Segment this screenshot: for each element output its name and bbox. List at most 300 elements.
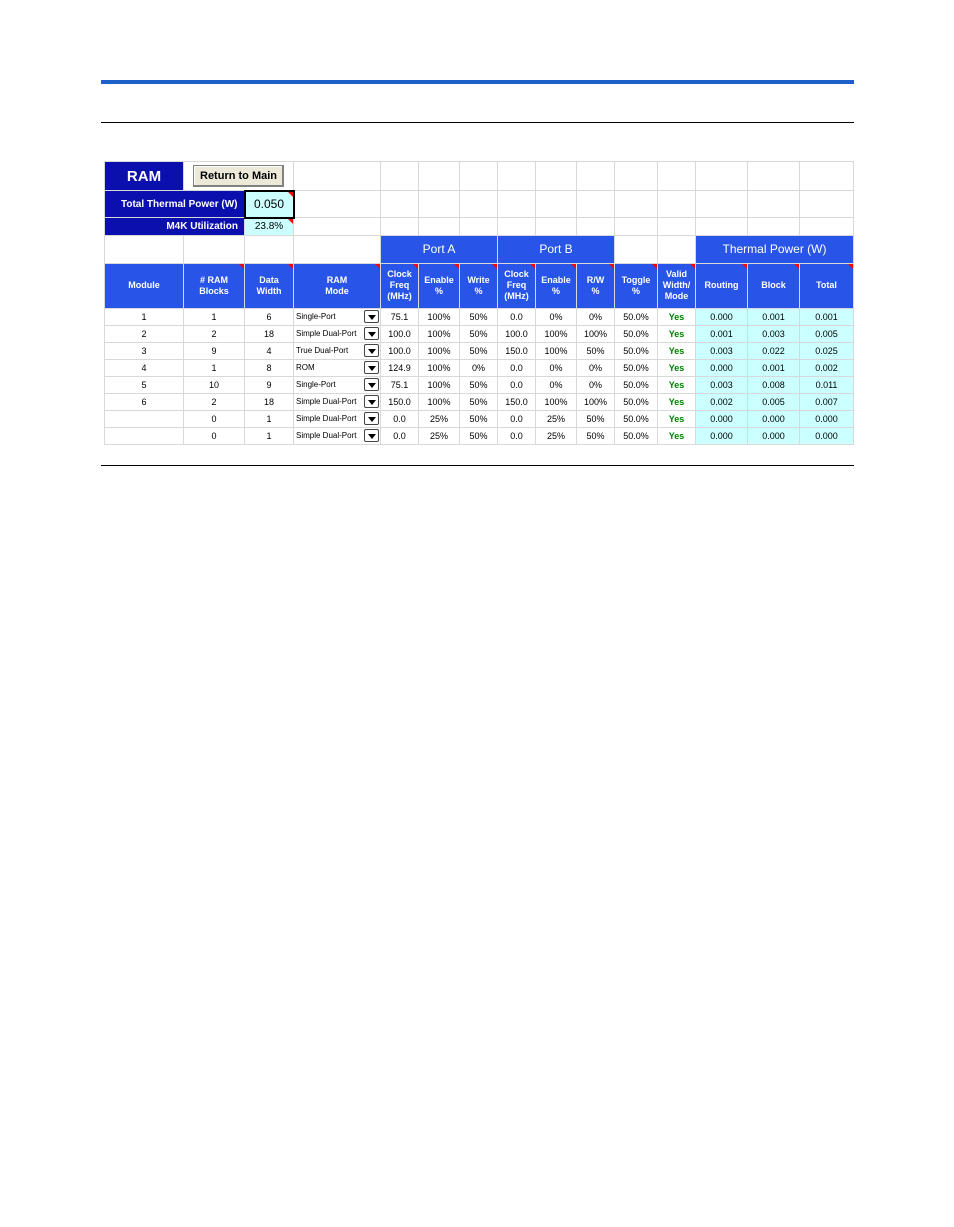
port-b-rw-cell[interactable] [577, 393, 615, 410]
port-b-rw-cell-value: 100% [583, 328, 608, 339]
empty-cell [381, 162, 419, 191]
port-b-clock-cell-value: 0.0 [510, 413, 523, 424]
port-a-enable-cell[interactable] [419, 342, 460, 359]
ram-blocks-cell-value: 1 [211, 311, 217, 322]
col-header-port-b-rw [577, 263, 615, 308]
label-line: Freq [506, 280, 527, 290]
port-b-rw-cell[interactable] [577, 325, 615, 342]
valid-mode-cell-value: Yes [668, 311, 685, 322]
empty-cell [460, 191, 498, 218]
ram-blocks-cell-value: 2 [211, 396, 217, 407]
total-power-cell-value: 0.000 [815, 413, 838, 424]
routing-power-cell-value: 0.001 [710, 328, 733, 339]
empty-cell [419, 218, 460, 236]
m4k-utilization-value[interactable]: 23.8% [245, 218, 294, 236]
port-a-enable-cell-value: 100% [427, 379, 451, 390]
label-line: Mode [325, 285, 349, 296]
port-a-clock-cell[interactable] [381, 342, 419, 359]
empty-cell [748, 191, 800, 218]
ram-mode-select[interactable] [294, 325, 381, 342]
port-b-rw-cell[interactable] [577, 308, 615, 325]
label-line: Data [259, 274, 279, 285]
port-a-write-cell-value: 50% [469, 430, 488, 441]
ram-mode-select-value: Simple Dual-Port [296, 431, 357, 440]
valid-mode-cell [658, 325, 696, 342]
col-header-data-width [245, 263, 294, 308]
label-line: R/W [586, 274, 605, 285]
port-a-clock-cell-value: 124.9 [388, 362, 411, 373]
valid-mode-cell-value: Yes [668, 362, 685, 373]
port-b-clock-cell[interactable] [498, 427, 536, 444]
empty-cell [615, 235, 658, 263]
block-power-cell [748, 427, 800, 444]
ram-mode-select[interactable] [294, 376, 381, 393]
port-a-write-cell[interactable] [460, 342, 498, 359]
ram-blocks-cell[interactable] [184, 325, 245, 342]
col-header-toggle [615, 263, 658, 308]
port-a-clock-cell[interactable] [381, 410, 419, 427]
col-header-total-label: Total [816, 280, 837, 290]
port-b-clock-cell[interactable] [498, 308, 536, 325]
module-cell[interactable] [105, 393, 184, 410]
label-line: Enable [541, 274, 571, 285]
port-b-enable-cell[interactable] [536, 308, 577, 325]
ram-mode-select[interactable] [294, 359, 381, 376]
module-cell[interactable] [105, 410, 184, 427]
module-cell[interactable] [105, 342, 184, 359]
routing-power-cell-value: 0.000 [710, 413, 733, 424]
empty-cell [615, 218, 658, 236]
ram-mode-select[interactable] [294, 427, 381, 444]
empty-cell [498, 162, 536, 191]
port-b-enable-cell[interactable] [536, 376, 577, 393]
ram-mode-select-value: ROM [296, 363, 315, 372]
empty-cell [748, 218, 800, 236]
empty-cell [460, 218, 498, 236]
module-cell-value: 6 [141, 396, 147, 407]
port-b-clock-cell-value: 0.0 [510, 430, 523, 441]
routing-power-cell [696, 325, 748, 342]
empty-cell [419, 191, 460, 218]
port-a-enable-cell-value: 100% [427, 362, 451, 373]
ram-mode-select-value: Single-Port [296, 312, 336, 321]
valid-mode-cell-value: Yes [668, 413, 685, 424]
toggle-cell-value: 50.0% [623, 379, 649, 390]
header-rule [101, 122, 854, 123]
data-width-cell[interactable] [245, 342, 294, 359]
ram-mode-select-value: Simple Dual-Port [296, 397, 357, 406]
port-b-enable-cell[interactable] [536, 427, 577, 444]
table-row [105, 308, 854, 325]
empty-cell [577, 162, 615, 191]
table-row [105, 376, 854, 393]
port-b-clock-cell-value: 150.0 [505, 396, 528, 407]
empty-cell [658, 162, 696, 191]
label-line: (MHz) [504, 291, 529, 301]
block-power-cell-value: 0.001 [762, 362, 785, 373]
empty-cell [577, 191, 615, 218]
empty-cell [658, 218, 696, 236]
total-power-cell-value: 0.007 [815, 396, 838, 407]
empty-cell [696, 191, 748, 218]
valid-mode-cell-value: Yes [668, 379, 685, 390]
port-b-enable-cell[interactable] [536, 342, 577, 359]
block-power-cell-value: 0.001 [762, 311, 785, 322]
ram-blocks-cell-value: 1 [211, 362, 217, 373]
label-line: % [591, 285, 600, 296]
port-a-clock-cell[interactable] [381, 376, 419, 393]
data-width-cell[interactable] [245, 410, 294, 427]
port-a-enable-cell-value: 25% [429, 413, 448, 424]
port-a-clock-cell[interactable] [381, 359, 419, 376]
port-a-enable-cell-value: 100% [427, 345, 451, 356]
ram-blocks-cell[interactable] [184, 427, 245, 444]
port-a-clock-cell-value: 0.0 [393, 430, 406, 441]
valid-mode-cell [658, 359, 696, 376]
port-a-clock-cell-value: 0.0 [393, 413, 406, 424]
valid-mode-cell [658, 308, 696, 325]
return-button-cell [184, 162, 294, 191]
port-a-write-cell[interactable] [460, 410, 498, 427]
ram-blocks-cell-value: 9 [211, 345, 217, 356]
table-row [105, 393, 854, 410]
port-a-write-cell[interactable] [460, 393, 498, 410]
sheet-title: RAM [105, 162, 184, 191]
port-b-clock-cell-value: 0.0 [510, 379, 523, 390]
block-power-cell-value: 0.022 [762, 345, 785, 356]
ram-blocks-cell[interactable] [184, 393, 245, 410]
block-power-cell-value: 0.000 [762, 430, 785, 441]
empty-cell [800, 162, 854, 191]
port-b-header: Port B [498, 235, 615, 263]
data-width-cell-value: 18 [263, 396, 274, 407]
port-b-enable-cell-value: 0% [549, 379, 563, 390]
port-a-write-cell[interactable] [460, 359, 498, 376]
label-line: Valid [665, 269, 687, 279]
label-line: Width/ [662, 280, 691, 290]
port-b-clock-cell-value: 0.0 [510, 311, 523, 322]
port-a-write-cell-value: 50% [469, 328, 488, 339]
module-cell[interactable] [105, 359, 184, 376]
toggle-cell-value: 50.0% [623, 311, 649, 322]
table-row [105, 359, 854, 376]
port-b-rw-cell-value: 50% [586, 413, 605, 424]
label-line: # RAM [199, 274, 228, 285]
port-b-rw-cell-value: 0% [588, 362, 602, 373]
col-header-total [800, 263, 854, 308]
empty-cell [696, 162, 748, 191]
routing-power-cell [696, 308, 748, 325]
empty-cell [184, 235, 245, 263]
label-line: (MHz) [387, 291, 412, 301]
toggle-cell-value: 50.0% [623, 430, 649, 441]
empty-cell [696, 218, 748, 236]
port-a-write-cell-value: 0% [471, 362, 485, 373]
port-b-enable-cell[interactable] [536, 393, 577, 410]
col-header-block [748, 263, 800, 308]
routing-power-cell-value: 0.003 [710, 345, 733, 356]
port-a-write-cell[interactable] [460, 376, 498, 393]
ram-blocks-cell-value: 2 [211, 328, 217, 339]
routing-power-cell-value: 0.000 [710, 430, 733, 441]
ram-blocks-cell-value: 0 [211, 430, 217, 441]
empty-cell [245, 235, 294, 263]
valid-mode-cell [658, 342, 696, 359]
empty-cell [658, 191, 696, 218]
label-line: Write [467, 274, 490, 285]
port-b-rw-cell[interactable] [577, 427, 615, 444]
port-b-enable-cell-value: 0% [549, 311, 563, 322]
empty-cell [498, 218, 536, 236]
port-a-clock-cell[interactable] [381, 427, 419, 444]
label-line: Width [256, 285, 282, 296]
col-header-port-b-clock [498, 263, 536, 308]
port-a-enable-cell-value: 100% [427, 328, 451, 339]
ram-mode-select[interactable] [294, 393, 381, 410]
block-power-cell [748, 342, 800, 359]
port-b-clock-cell[interactable] [498, 410, 536, 427]
toggle-cell[interactable] [615, 410, 658, 427]
port-b-clock-cell[interactable] [498, 342, 536, 359]
port-b-enable-cell[interactable] [536, 410, 577, 427]
total-power-cell-value: 0.002 [815, 362, 838, 373]
port-a-header: Port A [381, 235, 498, 263]
routing-power-cell [696, 359, 748, 376]
toggle-cell[interactable] [615, 342, 658, 359]
port-b-enable-cell[interactable] [536, 359, 577, 376]
port-a-enable-cell[interactable] [419, 359, 460, 376]
toggle-cell[interactable] [615, 325, 658, 342]
port-a-write-cell[interactable] [460, 325, 498, 342]
col-header-routing-label: Routing [704, 280, 739, 290]
module-cell-value: 1 [141, 311, 147, 322]
toggle-cell-value: 50.0% [623, 328, 649, 339]
ram-blocks-cell[interactable] [184, 410, 245, 427]
toggle-cell-value: 50.0% [623, 396, 649, 407]
total-power-cell [800, 410, 854, 427]
toggle-cell[interactable] [615, 359, 658, 376]
table-row [105, 427, 854, 444]
port-b-rw-cell-value: 100% [583, 396, 608, 407]
routing-power-cell-value: 0.002 [710, 396, 733, 407]
port-a-enable-cell-value: 25% [429, 430, 448, 441]
data-width-cell[interactable] [245, 376, 294, 393]
routing-power-cell-value: 0.000 [710, 362, 733, 373]
m4k-utilization-label: M4K Utilization [105, 218, 245, 236]
toggle-cell-value: 50.0% [623, 413, 649, 424]
total-power-cell-value: 0.011 [815, 379, 838, 390]
port-b-clock-cell[interactable] [498, 325, 536, 342]
port-a-clock-cell[interactable] [381, 308, 419, 325]
data-width-cell[interactable] [245, 325, 294, 342]
toggle-cell[interactable] [615, 308, 658, 325]
port-b-rw-cell[interactable] [577, 410, 615, 427]
module-cell-value: 5 [141, 379, 147, 390]
ram-mode-select-value: True Dual-Port [296, 346, 349, 355]
total-power-cell-value: 0.005 [815, 328, 838, 339]
total-thermal-power-label: Total Thermal Power (W) [105, 191, 245, 218]
label-line: Clock [504, 269, 529, 279]
port-a-clock-cell[interactable] [381, 393, 419, 410]
port-a-enable-cell[interactable] [419, 376, 460, 393]
port-a-enable-cell-value: 100% [427, 311, 451, 322]
toggle-cell[interactable] [615, 376, 658, 393]
label-line: Enable [424, 274, 454, 285]
data-width-cell-value: 9 [266, 379, 272, 390]
ram-mode-select[interactable] [294, 410, 381, 427]
empty-cell [658, 235, 696, 263]
port-b-rw-cell[interactable] [577, 342, 615, 359]
valid-mode-cell [658, 410, 696, 427]
port-b-rw-cell-value: 50% [586, 345, 605, 356]
port-a-clock-cell[interactable] [381, 325, 419, 342]
ram-blocks-cell[interactable] [184, 342, 245, 359]
empty-cell [536, 191, 577, 218]
port-a-enable-cell[interactable] [419, 393, 460, 410]
port-b-rw-cell[interactable] [577, 359, 615, 376]
empty-cell [536, 162, 577, 191]
port-a-write-cell[interactable] [460, 427, 498, 444]
port-a-write-cell-value: 50% [469, 413, 488, 424]
total-power-cell [800, 359, 854, 376]
port-a-write-cell-value: 50% [469, 345, 488, 356]
col-header-module [105, 263, 184, 308]
label-line: RAM [326, 274, 348, 285]
ram-blocks-cell[interactable] [184, 376, 245, 393]
label-line: Freq [389, 280, 410, 290]
port-b-enable-cell-value: 25% [546, 413, 565, 424]
toggle-cell[interactable] [615, 427, 658, 444]
valid-mode-cell [658, 376, 696, 393]
label-line: Blocks [199, 285, 229, 296]
toggle-cell[interactable] [615, 393, 658, 410]
toggle-cell-value: 50.0% [623, 362, 649, 373]
col-header-ram-mode [294, 263, 381, 308]
routing-power-cell-value: 0.000 [710, 311, 733, 322]
chevron-down-icon[interactable] [364, 412, 379, 425]
port-b-clock-cell[interactable] [498, 376, 536, 393]
data-width-cell[interactable] [245, 393, 294, 410]
module-cell[interactable] [105, 427, 184, 444]
port-b-rw-cell[interactable] [577, 376, 615, 393]
data-width-cell-value: 18 [263, 328, 274, 339]
ram-blocks-cell[interactable] [184, 359, 245, 376]
ram-mode-select[interactable] [294, 308, 381, 325]
total-thermal-power-value[interactable]: 0.050 [245, 191, 294, 218]
port-b-rw-cell-value: 50% [586, 430, 605, 441]
port-b-enable-cell-value: 25% [546, 430, 565, 441]
ram-data-rows [105, 308, 854, 444]
chevron-down-icon[interactable] [364, 344, 379, 357]
col-header-valid [658, 263, 696, 308]
routing-power-cell [696, 410, 748, 427]
port-a-write-cell-value: 50% [469, 379, 488, 390]
module-cell[interactable] [105, 308, 184, 325]
empty-cell [748, 162, 800, 191]
empty-cell [800, 191, 854, 218]
label-line: % [434, 285, 443, 296]
data-width-cell[interactable] [245, 359, 294, 376]
thermal-power-header: Thermal Power (W) [696, 235, 854, 263]
ram-blocks-cell[interactable] [184, 308, 245, 325]
footer-rule [101, 465, 854, 466]
ram-blocks-cell-value: 0 [211, 413, 217, 424]
total-power-cell-value: 0.025 [815, 345, 838, 356]
ram-blocks-cell-value: 10 [208, 379, 219, 390]
port-a-write-cell-value: 50% [469, 311, 488, 322]
ram-mode-select-value: Simple Dual-Port [296, 414, 357, 423]
chevron-down-icon[interactable] [364, 429, 379, 442]
port-a-clock-cell-value: 75.1 [390, 311, 409, 322]
total-power-cell [800, 393, 854, 410]
table-row [105, 325, 854, 342]
total-power-cell-value: 0.001 [815, 311, 838, 322]
port-b-clock-cell[interactable] [498, 359, 536, 376]
data-width-cell[interactable] [245, 308, 294, 325]
routing-power-cell [696, 342, 748, 359]
port-a-write-cell[interactable] [460, 308, 498, 325]
valid-mode-cell-value: Yes [668, 328, 685, 339]
chevron-down-icon[interactable] [364, 395, 379, 408]
port-b-rw-cell-value: 0% [588, 379, 602, 390]
label-line: % [631, 285, 640, 296]
empty-cell [460, 162, 498, 191]
empty-cell [498, 191, 536, 218]
col-header-port-a-enable [419, 263, 460, 308]
empty-cell [615, 191, 658, 218]
empty-cell [294, 191, 381, 218]
valid-mode-cell-value: Yes [668, 345, 685, 356]
ram-mode-select[interactable] [294, 342, 381, 359]
col-header-port-a-write [460, 263, 498, 308]
data-width-cell-value: 8 [266, 362, 272, 373]
col-header-module-label: Module [128, 280, 160, 290]
empty-cell [381, 191, 419, 218]
chevron-down-icon[interactable] [364, 361, 379, 374]
block-power-cell-value: 0.003 [762, 328, 785, 339]
table-row [105, 410, 854, 427]
chevron-down-icon[interactable] [364, 378, 379, 391]
empty-cell [381, 218, 419, 236]
col-header-port-b-enable [536, 263, 577, 308]
valid-mode-cell [658, 393, 696, 410]
port-b-clock-cell-value: 150.0 [505, 345, 528, 356]
chevron-down-icon[interactable] [364, 327, 379, 340]
empty-cell [294, 162, 381, 191]
port-b-clock-cell[interactable] [498, 393, 536, 410]
port-b-enable-cell-value: 0% [549, 362, 563, 373]
ram-mode-select-value: Simple Dual-Port [296, 329, 357, 338]
port-b-clock-cell-value: 0.0 [510, 362, 523, 373]
port-b-enable-cell[interactable] [536, 325, 577, 342]
ram-worksheet [104, 161, 854, 445]
port-a-enable-cell[interactable] [419, 325, 460, 342]
data-width-cell[interactable] [245, 427, 294, 444]
module-cell[interactable] [105, 325, 184, 342]
empty-cell [419, 162, 460, 191]
block-power-cell [748, 393, 800, 410]
return-to-main-button[interactable]: Return to Main [193, 165, 284, 187]
port-a-clock-cell-value: 75.1 [390, 379, 409, 390]
total-power-cell [800, 427, 854, 444]
port-a-enable-cell[interactable] [419, 410, 460, 427]
module-cell[interactable] [105, 376, 184, 393]
data-width-cell-value: 1 [266, 413, 272, 424]
port-a-enable-cell[interactable] [419, 308, 460, 325]
label-line: % [551, 285, 560, 296]
chevron-down-icon[interactable] [364, 310, 379, 323]
port-a-enable-cell[interactable] [419, 427, 460, 444]
